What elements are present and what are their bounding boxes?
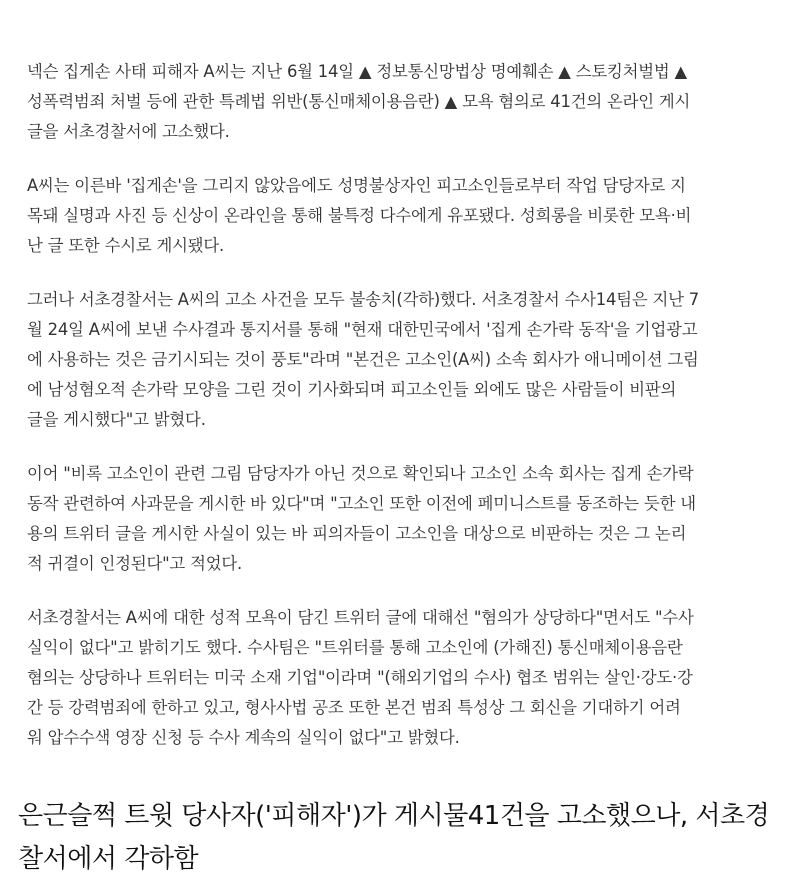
text-line: 넥슨 집게손 사태 피해자 A씨는 지난 6월 14일 ▲ 정보통신망법상 명예훼손 ▲ 스토킹처벌법 ▲ <box>27 62 687 81</box>
text-line: 성폭력범죄 처벌 등에 관한 특례법 위반(통신매체이용음란) ▲ 모욕 혐의로 41건의 온라인 게시 <box>27 92 691 111</box>
text-line: 글을 게시했다"고 밝혔다. <box>27 410 206 429</box>
text-line: 워 압수수색 영장 신청 등 수사 계속의 실익이 없다"고 밝혔다. <box>27 728 460 747</box>
paragraph-reasoning <box>27 459 787 579</box>
paragraph-dismissal <box>27 285 787 435</box>
text-line: 서초경찰서는 A씨에 대한 성적 모욕이 담긴 트위터 글에 대해선 "혐의가 상당하다"면서도 "수사 <box>27 608 694 627</box>
text-line: 간 등 강력범죄에 한하고 있고, 형사사법 공조 또한 본건 범죄 특성상 그 회신을 기대하기 어려 <box>27 698 681 717</box>
text-line: 혐의는 상당하나 트위터는 미국 소재 기업"이라며 "(해외기업의 수사) 협조 범위는 살인·강도·강 <box>27 668 693 687</box>
text-line: 에 사용하는 것은 금기시되는 것이 풍토"라며 "본건은 고소인(A씨) 소속 회사가 애니메이션 그림 <box>27 350 699 369</box>
text-line: 글을 서초경찰서에 고소했다. <box>27 122 230 141</box>
text-line: 에 남성혐오적 손가락 모양을 그린 것이 기사화되며 피고소인들 외에도 많은 사람들이 비판의 <box>27 380 677 399</box>
paragraph-complaint <box>27 57 787 147</box>
caption-line: 찰서에서 각하함 <box>18 844 199 874</box>
article-body <box>27 57 787 777</box>
post-caption <box>18 795 798 881</box>
text-line: 난 글 또한 수시로 게시됐다. <box>27 236 225 255</box>
text-line: 목돼 실명과 사진 등 신상이 온라인을 통해 불특정 다수에게 유포됐다. 성희롱을 비롯한 모욕·비 <box>27 206 692 225</box>
text-line: A씨는 이른바 '집게손'을 그리지 않았음에도 성명불상자인 피고소인들로부터 작업 담당자로 지 <box>27 176 686 195</box>
text-line: 적 귀결이 인정된다"고 적었다. <box>27 554 242 573</box>
text-line: 용의 트위터 글을 게시한 사실이 있는 바 피의자들이 고소인을 대상으로 비판하는 것은 그 논리 <box>27 524 687 543</box>
text-line: 월 24일 A씨에 보낸 수사결과 통지서를 통해 "현재 대한민국에서 '집게 손가락 동작'을 기업광고 <box>27 320 698 339</box>
text-line: 그러나 서초경찰서는 A씨의 고소 사건을 모두 불송치(각하)했다. 서초경찰서 수사14팀은 지난 7 <box>27 290 699 309</box>
paragraph-twitter <box>27 603 787 753</box>
text-line: 동작 관련하여 사과문을 게시한 바 있다"며 "고소인 또한 이전에 페미니스트를 동조하는 듯한 내 <box>27 494 696 513</box>
text-line: 실익이 없다"고 밝히기도 했다. 수사팀은 "트위터를 통해 고소인에 (가해진) 통신매체이용음란 <box>27 638 683 657</box>
caption-line: 은근슬쩍 트윗 당사자('피해자')가 게시물41건을 고소했으나, 서초경 <box>18 801 770 831</box>
paragraph-background <box>27 171 787 261</box>
text-line: 이어 "비록 고소인이 관련 그림 담당자가 아닌 것으로 확인되나 고소인 소속 회사는 집게 손가락 <box>27 464 694 483</box>
